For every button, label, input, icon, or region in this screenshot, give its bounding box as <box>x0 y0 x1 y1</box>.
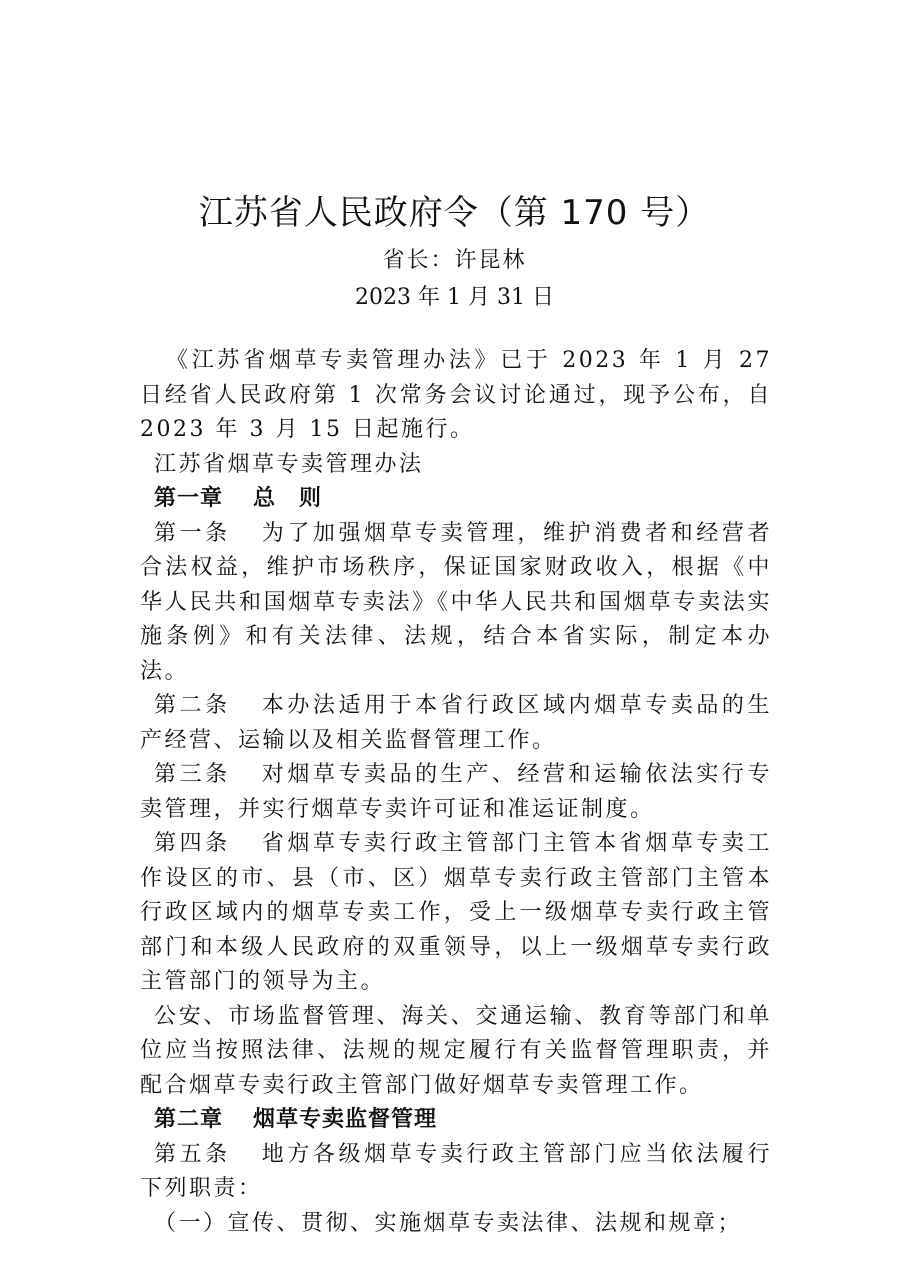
article-number: 第四条 <box>154 831 231 856</box>
article-number: 第五条 <box>154 1141 231 1167</box>
preamble-paragraph: 《江苏省烟草专卖管理办法》已于 2023 年 1 月 27 日经省人民政府第 1 次常务会议讨论通过，现予公布，自 2023 年 3 月 15 日起施行。 <box>140 348 772 442</box>
article-2 <box>140 689 772 758</box>
article-text: 为了加强烟草专卖管理，维护消费者和经营者合法权益，维护市场秩序，保证国家财政收入，根据《中华人民共和国烟草专卖法》《中华人民共和国烟草专卖法实施条例》和有关法律、法规，结合本省实际，制定本办法。 <box>140 520 772 684</box>
article-5 <box>140 1138 772 1207</box>
article-text: 对烟草专卖品的生产、经营和运输依法实行专卖管理，并实行烟草专卖许可证和准运证制度。 <box>140 762 772 822</box>
article-text: 本办法适用于本省行政区域内烟草专卖品的生产经营、运输以及相关监督管理工作。 <box>140 693 772 753</box>
chapter-name: 总 则 <box>253 486 323 511</box>
governor-signature: 省长：许昆林 <box>382 248 527 273</box>
list-item: （一）宣传、贯彻、实施烟草专卖法律、法规和规章； <box>154 1210 743 1236</box>
article-number: 第三条 <box>154 762 231 787</box>
article-4 <box>140 827 772 1000</box>
issue-date: 2023 年 1 月 31 日 <box>355 285 554 310</box>
article-number: 第二条 <box>154 693 231 718</box>
article-text: 地方各级烟草专卖行政主管部门应当依法履行下列职责： <box>140 1141 772 1201</box>
article-4-paragraph-2: 公安、市场监督管理、海关、交通运输、教育等部门和单位应当按照法律、法规的规定履行有关监督管理职责，并配合烟草专卖行政主管部门做好烟草专卖管理工作。 <box>140 1003 772 1098</box>
article-3 <box>140 758 772 827</box>
article-1 <box>140 517 772 690</box>
document-body <box>140 344 772 1241</box>
chapter-number: 第一章 <box>154 486 224 511</box>
chapter-name: 烟草专卖监督管理 <box>253 1107 438 1132</box>
chapter-heading-2 <box>140 1103 772 1138</box>
document-title: 江苏省人民政府令（第 170 号） <box>198 193 711 233</box>
article-text: 省烟草专卖行政主管部门主管本省烟草专卖工作设区的市、县（市、区）烟草专卖行政主管部门主管本行政区域内的烟草专卖工作，受上一级烟草专卖行政主管部门和本级人民政府的双重领导，以上一级烟草专卖行政主管部门的领导为主。 <box>140 831 772 994</box>
chapter-number: 第二章 <box>154 1107 224 1132</box>
law-title: 江苏省烟草专卖管理办法 <box>154 451 424 477</box>
chapter-heading-1 <box>140 482 772 517</box>
article-number: 第一条 <box>154 520 231 546</box>
